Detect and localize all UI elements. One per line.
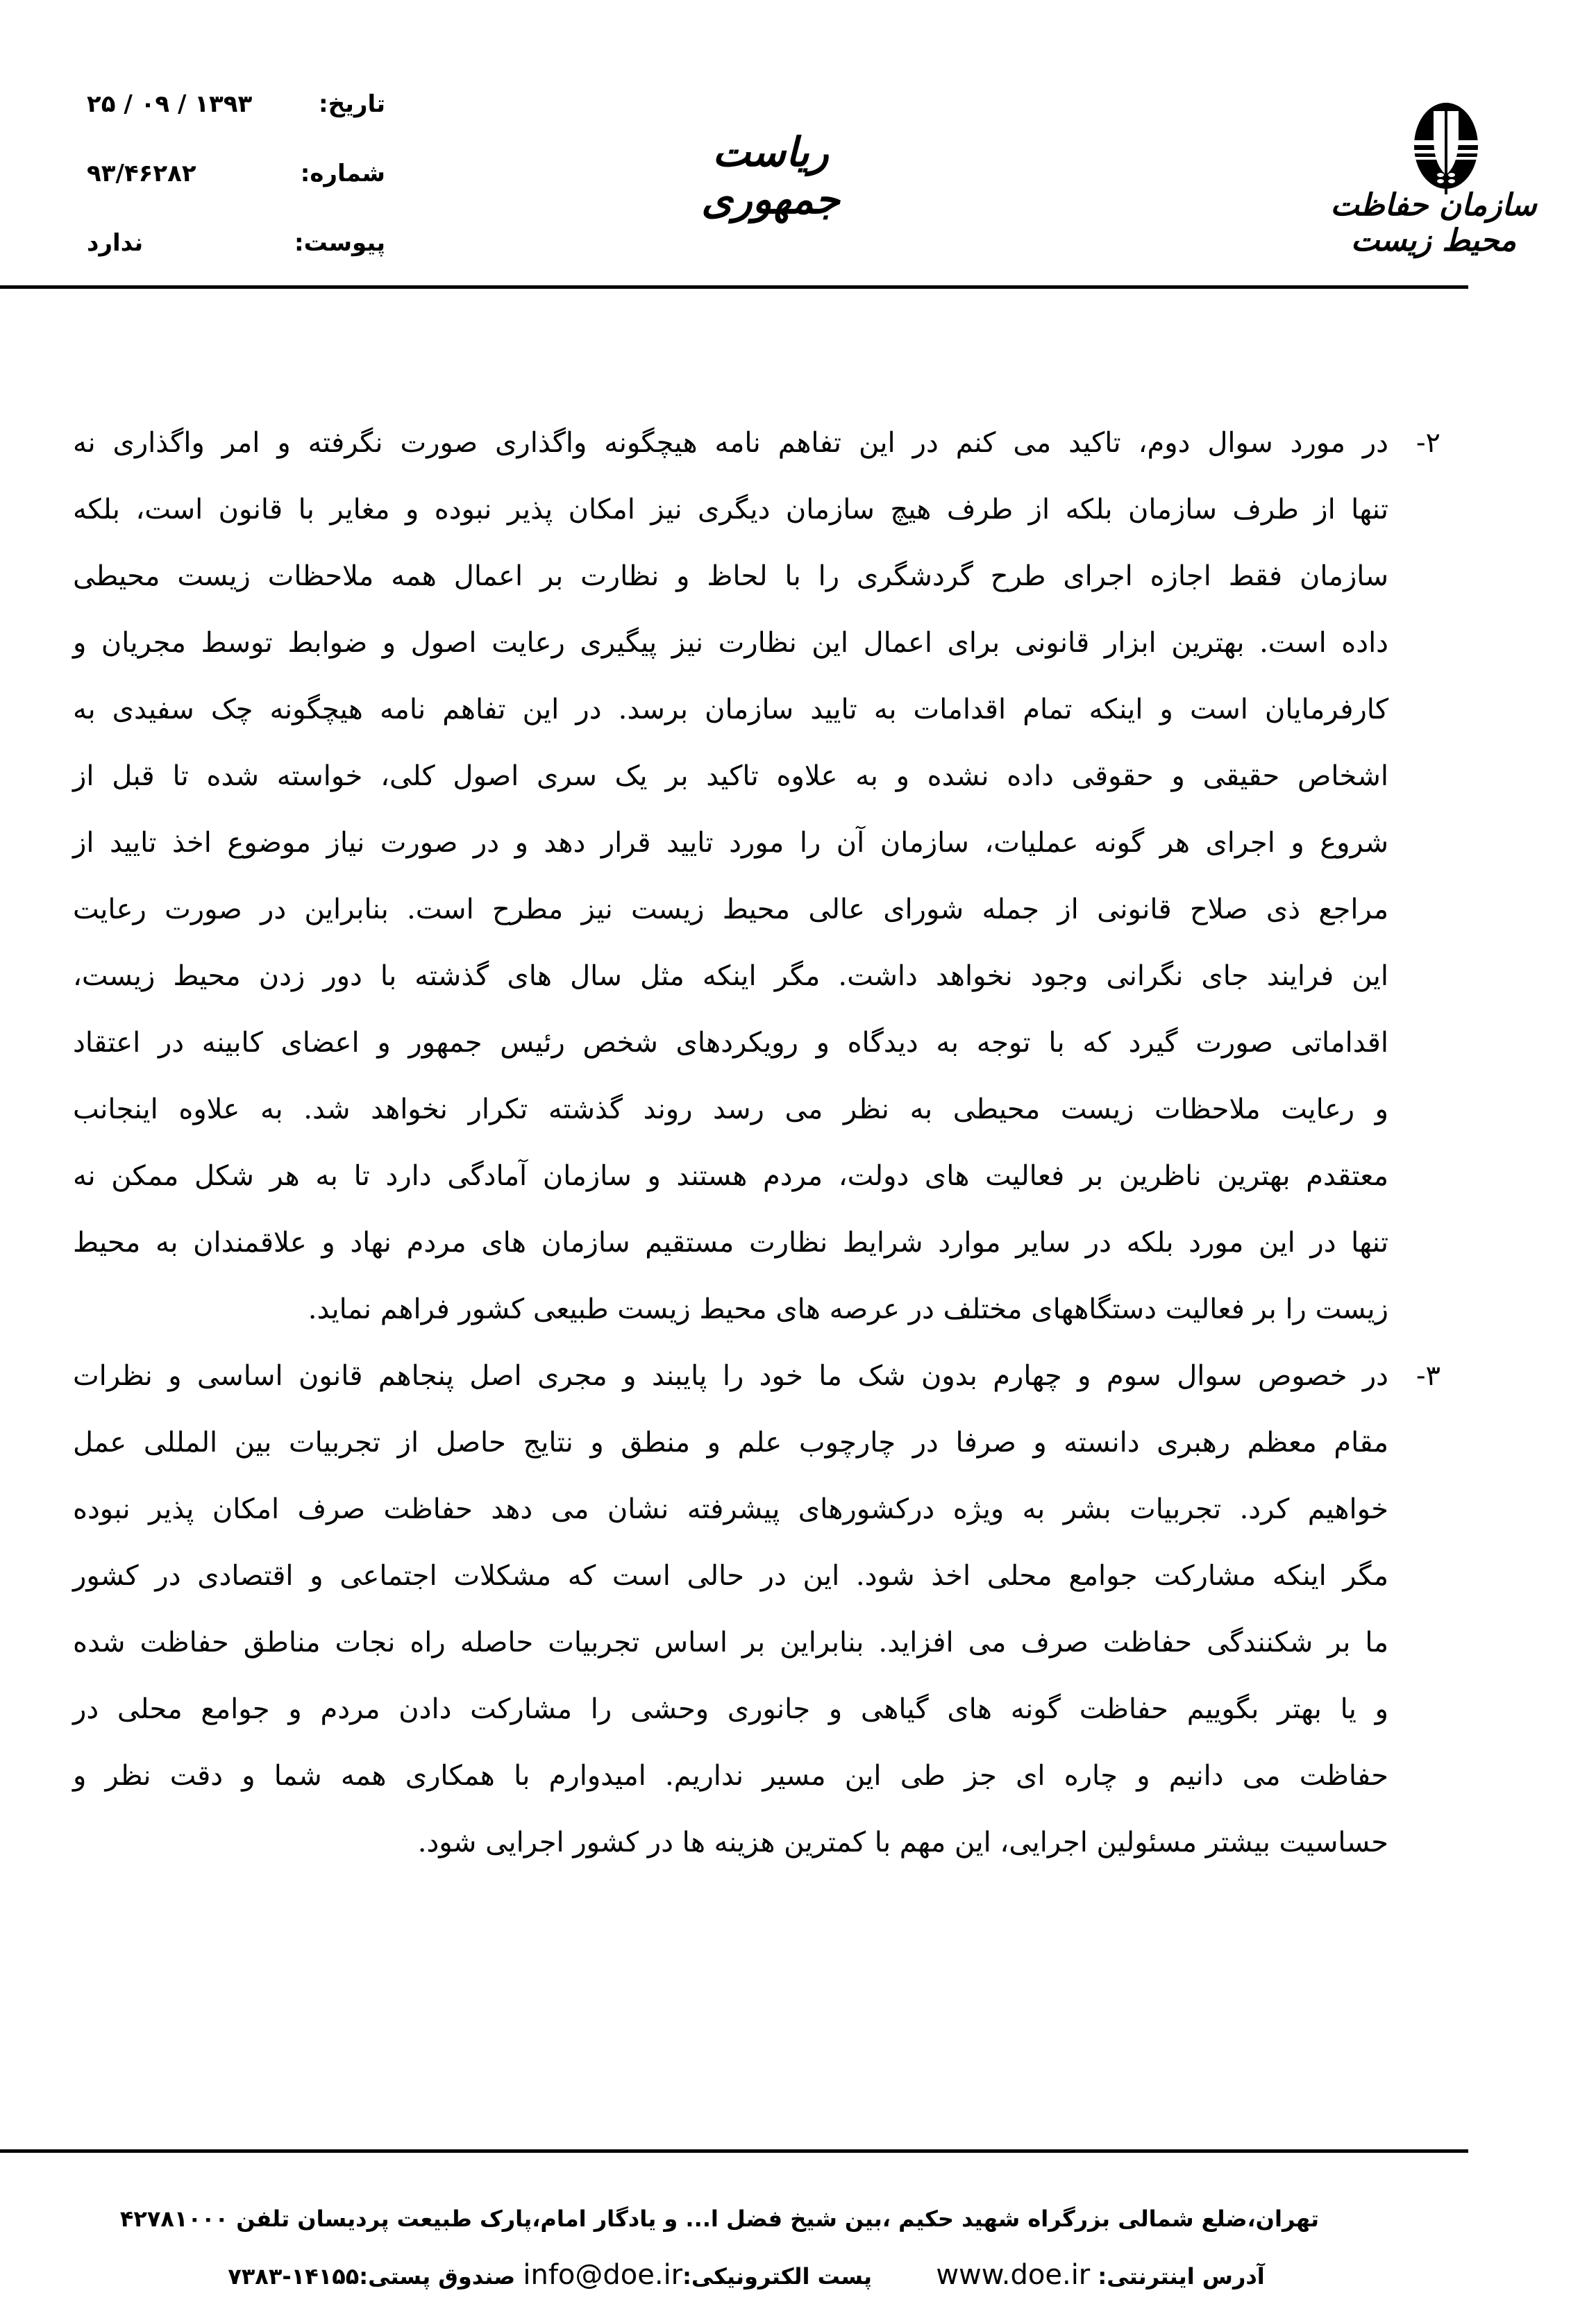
text-line: این فرایند جای نگرانی وجود نخواهد داشت. مگر اینکه مثل سال های گذشته با دور زدن محیط زیست،	[73, 960, 1388, 992]
attachment-value: ندارد	[87, 229, 144, 257]
footer-contacts	[174, 2251, 1319, 2301]
text-line: خواهیم کرد. تجربیات بشر به ویژه درکشورهای پیشرفته نشان می دهد حفاظت صرف امکان پذیر نبوده	[73, 1493, 1388, 1525]
text-line: اشخاص حقیقی و حقوقی داده نشده و به علاوه تاکید بر یک سری اصول کلی، خواسته شده تا قبل از	[73, 760, 1388, 792]
text-line: در مورد سوال دوم، تاکید می کنم در این تفاهم نامه هیچگونه واگذاری صورت نگرفته و امر واگذاری نه	[73, 427, 1388, 459]
text-line: ما بر شکنندگی حفاظت صرف می افزاید. بنابراین بر اساس تجربیات حاصله راه نجات مناطق حفاظت شده	[73, 1627, 1388, 1659]
number-value: ۹۳/۴۶۲۸۲	[87, 160, 196, 187]
website-link[interactable]: www.doe.ir	[936, 2259, 1091, 2291]
text-line: مراجع ذی صلاح قانونی از جمله شورای عالی محیط زیست نیز مطرح است. بنابراین در صورت رعایت	[73, 893, 1388, 925]
item-2	[73, 410, 1440, 1343]
item-number: ۳-	[1416, 1360, 1440, 1392]
number-label: شماره:	[300, 160, 385, 187]
email-label: پست الکترونیکی:	[682, 2263, 873, 2290]
date-label: تاریخ:	[319, 90, 385, 118]
attachment-row	[66, 208, 385, 278]
item-number: ۲-	[1416, 427, 1440, 459]
text-line: معتقدم بهترین ناظرین بر فعالیت های دولت، مردم هستند و سازمان آمادگی دارد تا به هر شکل ممکن نه	[73, 1160, 1388, 1192]
text-line: داده است. بهترین ابزار قانونی برای اعمال این نظارت نیز پیگیری رعایت اصول و ضوابط توسط مجریان و	[73, 627, 1388, 659]
email-link[interactable]: info@doe.ir	[523, 2259, 683, 2291]
letter-meta	[66, 69, 385, 278]
number-row	[66, 139, 385, 208]
date-row	[66, 69, 385, 139]
text-line: مقام معظم رهبری دانسته و صرفا در چارچوب علم و منطق و نتایج حاصل از تجربیات بین المللی عمل	[73, 1427, 1388, 1459]
item-text	[73, 1343, 1416, 1876]
text-line: حفاظت می دانیم و چاره ای جز طی این مسیر نداریم. امیدوارم با همکاری همه شما و دقت نظر و	[73, 1760, 1389, 1792]
text-line: تنها از طرف سازمان بلکه از طرف هیچ سازمان دیگری نیز امکان پذیر نبوده و مغایر با قانون است، بلکه	[73, 494, 1388, 526]
text-line: سازمان فقط اجازه اجرای طرح گردشگری را با لحاظ و نظارت بر اعمال همه ملاحظات زیست محیطی	[73, 560, 1388, 592]
text-line: و یا بهتر بگوییم حفاظت گونه های گیاهی و جانوری وحشی را مشارکت دادن مردم و جوامع محلی در	[73, 1693, 1388, 1725]
organization-name: سازمان حفاظت محیط زیست	[1330, 187, 1537, 258]
footer	[119, 2187, 1319, 2301]
footer-address: تهران،ضلع شمالی بزرگراه شهید حکیم ،بین شیخ فضل ا... و یادگار امام،پارک طبیعت پردیسان تلفن ۴۲۷۸۱۰۰۰	[119, 2206, 1319, 2232]
item-text	[73, 410, 1416, 1343]
text-line: اقداماتی صورت گیرد که با توجه به دیدگاه و رویکردهای شخص رئیس جمهور و اعضای کابینه در اعتقاد	[73, 1027, 1388, 1059]
item-3	[73, 1343, 1440, 1876]
website-label: آدرس اینترنتی:	[1098, 2263, 1265, 2290]
presidency-title: ریاست جمهوری	[701, 128, 840, 223]
date-value: ۱۳۹۳ / ۰۹ / ۲۵	[87, 90, 253, 118]
text-line: کارفرمایان است و اینکه تمام اقدامات به تایید سازمان برسد. در این تفاهم نامه هیچگونه چک سفیدی به	[73, 694, 1388, 725]
po-box-label: صندوق پستی:	[359, 2263, 516, 2290]
text-line: تنها در این مورد بلکه در سایر موارد شرایط نظارت مستقیم سازمان های مردم نهاد و علاقمندان به محیط	[73, 1227, 1388, 1259]
letter-body	[73, 410, 1440, 1876]
text-line: در خصوص سوال سوم و چهارم بدون شک ما خود را پایبند و مجری اصل پنجاهم قانون اساسی و نظرات	[73, 1360, 1388, 1392]
text-line: حساسیت بیشتر مسئولین اجرایی، این مهم با کمترین هزینه ها در کشور اجرایی شود.	[417, 1827, 1388, 1858]
text-line: زیست را بر فعالیت دستگاههای مختلف در عرصه های محیط زیست طبیعی کشور فراهم نماید.	[308, 1293, 1388, 1325]
header-divider	[0, 285, 1468, 289]
attachment-label: پیوست:	[294, 229, 385, 257]
text-line: شروع و اجرای هر گونه عملیات، سازمان آن را مورد تایید قرار دهد و در صورت نیاز موضوع اخذ تایید از	[73, 827, 1388, 859]
po-box-value: ۱۴۱۵۵-۷۳۸۳	[228, 2263, 360, 2290]
text-line: مگر اینکه مشارکت جوامع محلی اخذ شود. این در حالی است که مشکلات اجتماعی و اقتصادی در کشور	[73, 1560, 1388, 1592]
footer-divider	[0, 2149, 1468, 2153]
text-line: و رعایت ملاحظات زیست محیطی به نظر می رسد روند گذشته تکرار نخواهد شد. به علاوه اینجانب	[73, 1093, 1388, 1125]
